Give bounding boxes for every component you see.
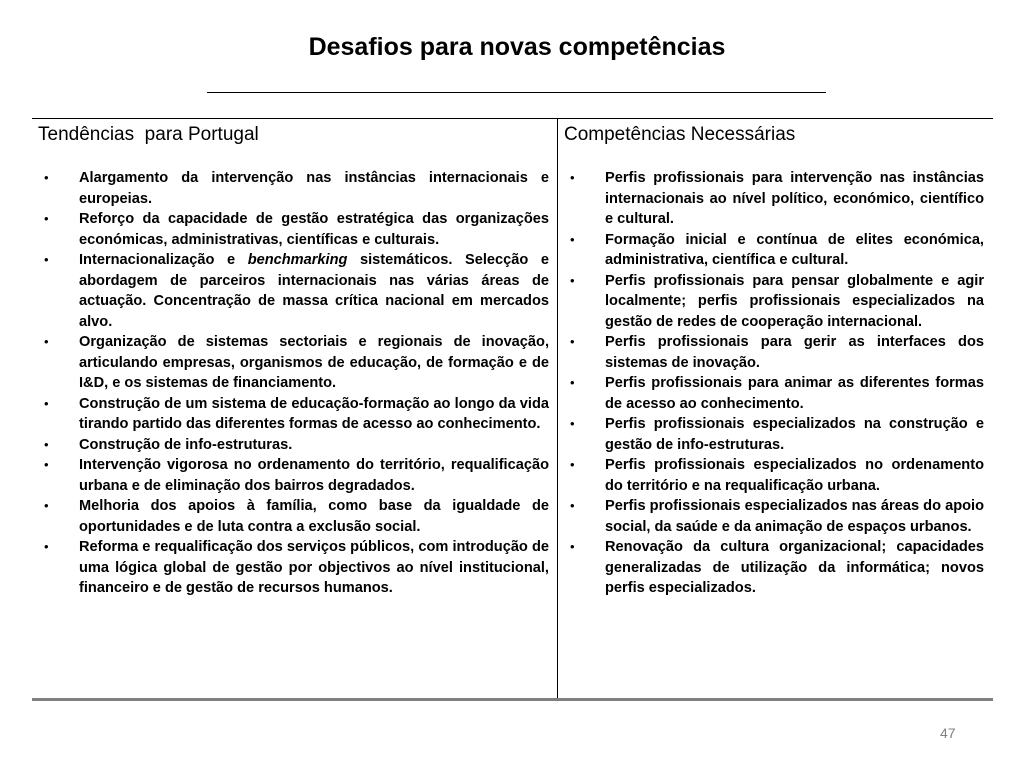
list-item-text: Construção de info-estruturas. <box>79 436 293 453</box>
list-item <box>32 209 549 250</box>
bullet-icon: • <box>44 211 49 226</box>
list-item-text: Reforma e requalificação dos serviços públicos, com introdução de uma lógica global de gestão por objectivos ao nível institucional, financeiro e de gestão de recursos humanos. <box>79 539 549 596</box>
bullet-icon: • <box>44 334 49 349</box>
page-number: 47 <box>940 725 956 741</box>
bullet-icon: • <box>570 498 575 513</box>
list-item-text: Formação inicial e contínua de elites económica, administrativa, científica e cultural. <box>605 231 984 268</box>
bullet-icon: • <box>44 498 49 513</box>
list-item <box>558 455 984 496</box>
list-item-text: Internacionalização e <box>79 252 248 268</box>
bullet-icon: • <box>44 539 49 554</box>
list-item <box>32 435 549 456</box>
comparison-table <box>32 118 993 701</box>
list-item-text: Reforço da capacidade de gestão estratégica das organizações económicas, administrativas, científicas e culturais. <box>79 211 549 248</box>
list-item-text: Melhoria dos apoios à família, como base da igualdade de oportunidades e de luta contra a exclusão social. <box>79 498 549 535</box>
competences-column-heading: Competências Necessárias <box>564 124 796 145</box>
competences-list <box>558 168 984 599</box>
slide-title: Desafios para novas competências <box>308 33 726 61</box>
list-item-text: Perfis profissionais para pensar globalmente e agir localmente; perfis profissionais especializados na gestão de redes de cooperação internacional. <box>605 272 984 330</box>
list-item <box>558 230 984 271</box>
list-item <box>558 373 984 414</box>
list-item-text: Construção de um sistema de educação-formação ao longo da vida tirando partido das diferentes formas de acesso ao conhecimento. <box>79 395 549 432</box>
bullet-icon: • <box>570 231 575 247</box>
list-item-text: Organização de sistemas sectoriais e regionais de inovação, articulando empresas, organismos de educação, de formação e de I&D, e os sistemas de financiamento. <box>79 334 549 391</box>
list-item-text: sistemáticos. Selecção e abordagem de parceiros internacionais nas várias áreas de actuação. Concentração de massa crítica nacional em mercados alvo. <box>79 252 549 330</box>
list-item-text: Perfis profissionais especializados nas áreas do apoio social, da saúde e da animação de espaços urbanos. <box>605 498 984 535</box>
bullet-icon: • <box>570 457 575 472</box>
competences-column <box>558 119 993 698</box>
list-item <box>558 537 984 599</box>
list-item <box>32 250 549 332</box>
list-item <box>558 496 984 537</box>
list-item-text: Perfis profissionais para gerir as interfaces dos sistemas de inovação. <box>605 334 984 371</box>
bullet-icon: • <box>570 539 575 554</box>
list-item-text: Renovação da cultura organizacional; capacidades generalizadas de utilização da informática; novos perfis especializados. <box>605 539 984 596</box>
bullet-icon: • <box>570 375 575 390</box>
list-item-text: Alargamento da intervenção nas instâncias internacionais e europeias. <box>79 170 549 207</box>
list-item-text: Perfis profissionais especializados no ordenamento do território e na requalificação urbana. <box>605 457 984 494</box>
list-item <box>32 168 549 209</box>
bullet-icon: • <box>44 436 49 452</box>
list-item <box>558 332 984 373</box>
bullet-icon: • <box>570 170 575 185</box>
list-item-text: Perfis profissionais para intervenção nas instâncias internacionais ao nível político, económico, científico e cultural. <box>605 170 984 227</box>
list-item-text: Intervenção vigorosa no ordenamento do território, requalificação urbana e de eliminação dos bairros degradados. <box>79 457 549 494</box>
title-underline <box>207 92 826 93</box>
list-item <box>558 414 984 455</box>
list-item <box>32 455 549 496</box>
bullet-icon: • <box>44 457 49 472</box>
list-item-emphasis: benchmarking <box>247 252 348 268</box>
trends-column <box>32 119 557 698</box>
bullet-icon: • <box>44 252 49 267</box>
trends-list <box>32 168 549 599</box>
list-item-text: Perfis profissionais para animar as diferentes formas de acesso ao conhecimento. <box>605 375 984 412</box>
bullet-icon: • <box>44 395 49 411</box>
bullet-icon: • <box>570 272 575 288</box>
list-item <box>558 168 984 230</box>
bullet-icon: • <box>44 170 49 185</box>
list-item-text: Perfis profissionais especializados na construção e gestão de info-estruturas. <box>605 416 984 453</box>
bullet-icon: • <box>570 334 575 349</box>
list-item <box>558 271 984 333</box>
list-item <box>32 394 549 435</box>
list-item <box>32 332 549 394</box>
trends-column-heading: Tendências para Portugal <box>38 124 259 145</box>
list-item <box>32 537 549 599</box>
list-item <box>32 496 549 537</box>
bullet-icon: • <box>570 416 575 431</box>
